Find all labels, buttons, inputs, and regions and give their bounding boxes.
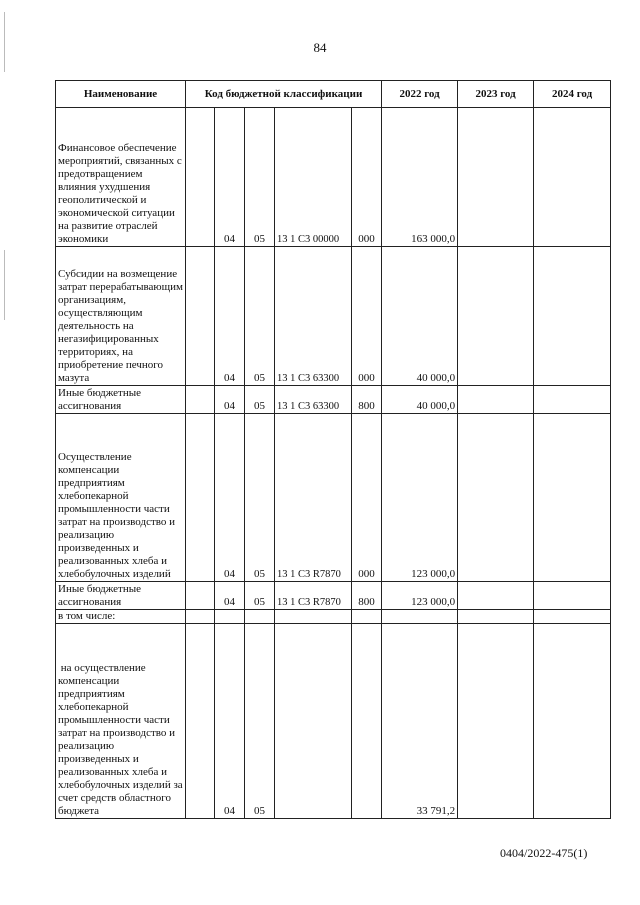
cell-2023: [458, 582, 534, 610]
page-number: 84: [313, 40, 327, 55]
cell-section: 04: [215, 582, 245, 610]
cell-subsection: 05: [245, 582, 275, 610]
budget-table: [55, 80, 611, 819]
cell-2024: [534, 386, 611, 414]
cell-2023: [458, 610, 534, 624]
cell-expense-type: 000: [352, 108, 382, 247]
header-code: Код бюджетной классификации: [186, 81, 382, 108]
cell-section: 04: [215, 386, 245, 414]
cell-target-code: 13 1 С3 63300: [275, 386, 352, 414]
cell-2024: [534, 610, 611, 624]
cell-subsection: 05: [245, 108, 275, 247]
header-row: [56, 81, 611, 108]
cell-2024: [534, 108, 611, 247]
cell-2023: [458, 108, 534, 247]
cell-blank: [186, 108, 215, 247]
cell-2023: [458, 624, 534, 819]
header-2022: 2022 год: [382, 81, 458, 108]
cell-subsection: 05: [245, 386, 275, 414]
cell-2024: [534, 624, 611, 819]
document-code: 0404/2022-475(1): [500, 846, 588, 860]
cell-subsection: [245, 610, 275, 624]
cell-blank: [186, 414, 215, 582]
cell-name: Иные бюджетные ассигнования: [56, 386, 186, 414]
cell-blank: [186, 624, 215, 819]
cell-2023: [458, 414, 534, 582]
cell-2023: [458, 386, 534, 414]
cell-expense-type: 000: [352, 247, 382, 386]
cell-expense-type: [352, 624, 382, 819]
cell-target-code: [275, 610, 352, 624]
cell-2024: [534, 582, 611, 610]
cell-2022: 33 791,2: [382, 624, 458, 819]
cell-expense-type: 800: [352, 386, 382, 414]
cell-2022: 40 000,0: [382, 247, 458, 386]
left-edge-mark: [4, 250, 5, 320]
cell-blank: [186, 610, 215, 624]
cell-subsection: 05: [245, 247, 275, 386]
cell-name: Иные бюджетные ассигнования: [56, 582, 186, 610]
table-row: [56, 582, 611, 610]
cell-2022: 163 000,0: [382, 108, 458, 247]
cell-expense-type: 800: [352, 582, 382, 610]
cell-section: 04: [215, 108, 245, 247]
cell-blank: [186, 386, 215, 414]
cell-2022: 123 000,0: [382, 414, 458, 582]
cell-section: 04: [215, 624, 245, 819]
cell-2022: 40 000,0: [382, 386, 458, 414]
cell-expense-type: [352, 610, 382, 624]
cell-section: 04: [215, 414, 245, 582]
table-row: [56, 108, 611, 247]
cell-section: 04: [215, 247, 245, 386]
header-2023: 2023 год: [458, 81, 534, 108]
cell-2022: 123 000,0: [382, 582, 458, 610]
cell-name: Осуществление компенсации предприятиям хлебопекарной промышленности части затрат на производство и реализацию произведенных и реализованных хлеба и хлебобулочных изделий: [56, 414, 186, 582]
cell-target-code: [275, 624, 352, 819]
cell-subsection: 05: [245, 414, 275, 582]
cell-target-code: 13 1 С3 R7870: [275, 414, 352, 582]
cell-name: Субсидии на возмещение затрат перерабатывающим организациям, осуществляющим деятельность на негазифицированных территориях, на приобретение печного мазута: [56, 247, 186, 386]
cell-section: [215, 610, 245, 624]
cell-target-code: 13 1 С3 R7870: [275, 582, 352, 610]
cell-expense-type: 000: [352, 414, 382, 582]
table-row: [56, 610, 611, 624]
cell-name: Финансовое обеспечение мероприятий, связанных с предотвращением влияния ухудшения геополитической и экономической ситуации на развитие отраслей экономики: [56, 108, 186, 247]
cell-2024: [534, 247, 611, 386]
cell-subsection: 05: [245, 624, 275, 819]
cell-2024: [534, 414, 611, 582]
table-row: [56, 414, 611, 582]
cell-target-code: 13 1 С3 63300: [275, 247, 352, 386]
cell-blank: [186, 247, 215, 386]
cell-blank: [186, 582, 215, 610]
cell-2023: [458, 247, 534, 386]
cell-name: в том числе:: [56, 610, 186, 624]
table-row: [56, 247, 611, 386]
header-2024: 2024 год: [534, 81, 611, 108]
cell-2022: [382, 610, 458, 624]
table-row: [56, 624, 611, 819]
cell-target-code: 13 1 С3 00000: [275, 108, 352, 247]
table-row: [56, 386, 611, 414]
cell-name: на осуществление компенсации предприятиям хлебопекарной промышленности части затрат на производство и реализацию произведенных и реализованных хлеба и хлебобулочных изделий за счет средств областного бюджета: [56, 624, 186, 819]
header-name: Наименование: [56, 81, 186, 108]
